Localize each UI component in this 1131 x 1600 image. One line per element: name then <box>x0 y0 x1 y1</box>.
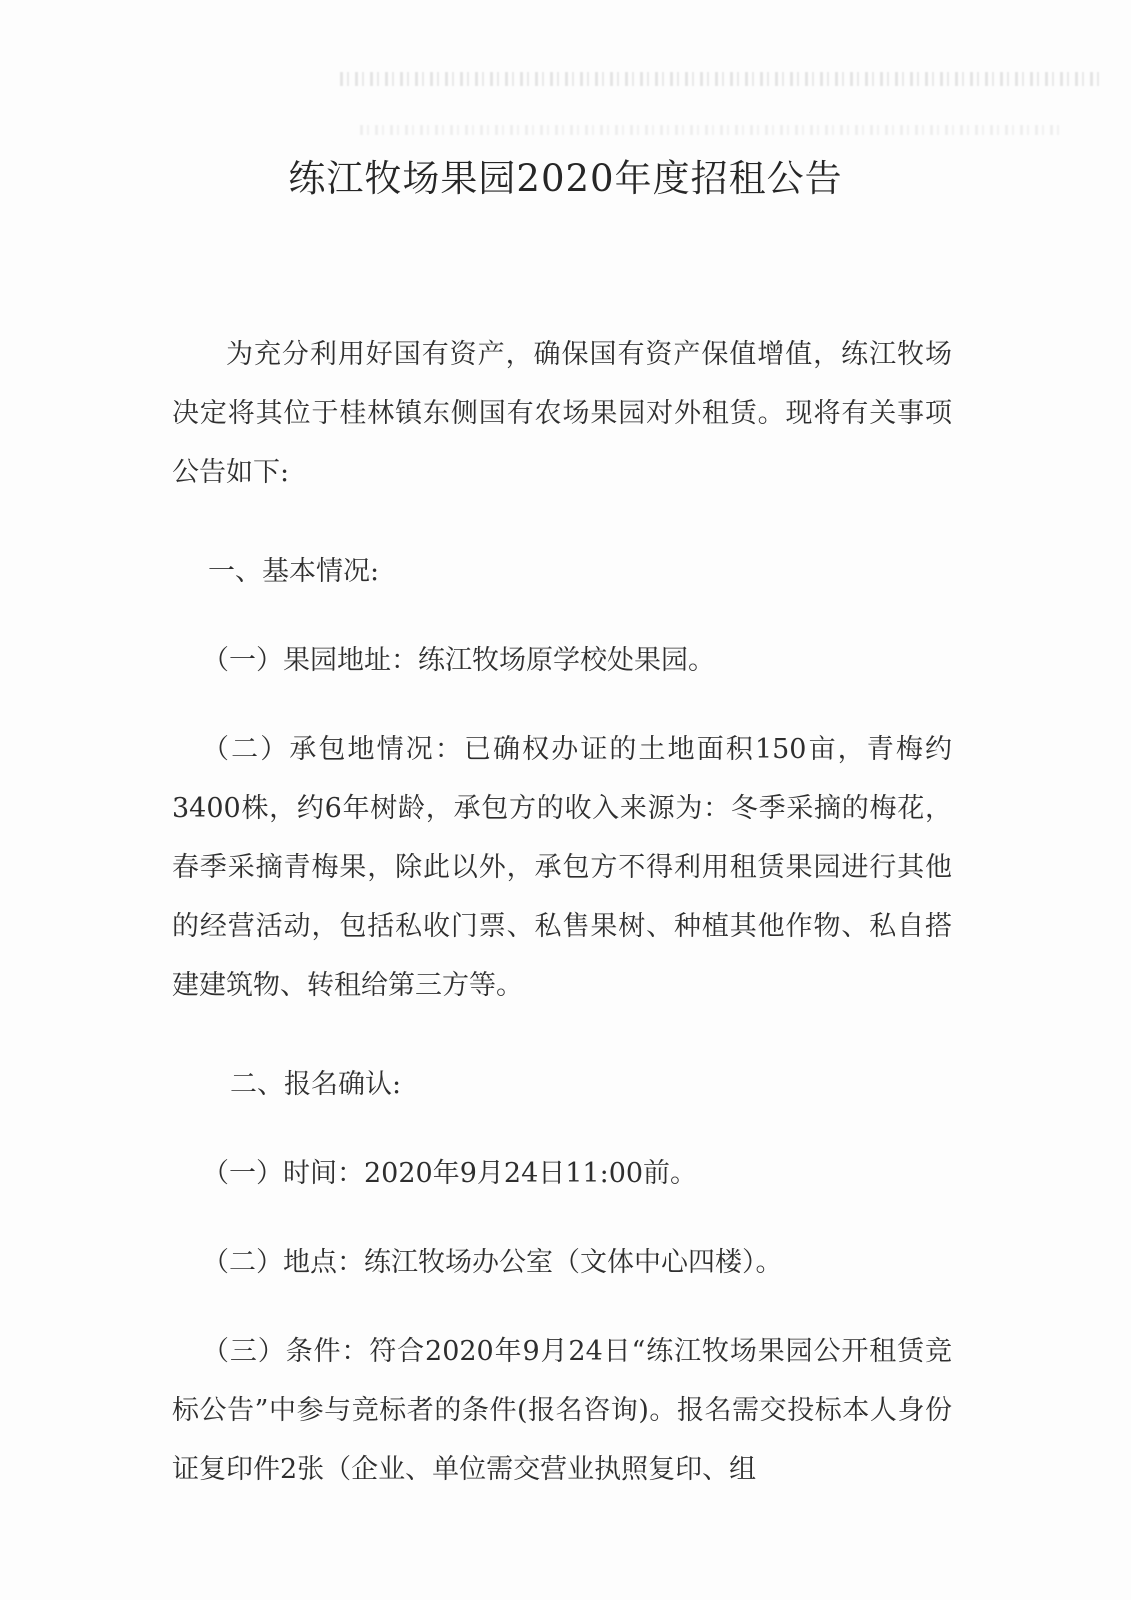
section-1-item-2: （二）承包地情况：已确权办证的土地面积150亩，青梅约3400株，约6年树龄，承包方的收入来源为：冬季采摘的梅花，春季采摘青梅果，除此以外，承包方不得利用租赁果园进行其他的经营活动，包括私收门票、私售果树、种植其他作物、私自搭建建筑物、转租给第三方等。 <box>172 734 952 1001</box>
scan-artifact <box>360 125 1060 135</box>
scan-artifact <box>340 72 1100 86</box>
section-1-item-1: （一）果园地址：练江牧场原学校处果园。 <box>202 645 715 676</box>
section-2-heading: 二、报名确认: <box>230 1069 402 1100</box>
section-2-item-2: （二）地点：练江牧场办公室（文体中心四楼）。 <box>202 1247 783 1278</box>
document-title: 练江牧场果园2020年度招租公告 <box>288 157 843 200</box>
section-2-item-3: （三）条件：符合2020年9月24日“练江牧场果园公开租赁竞标公告”中参与竞标者的条件(报名咨询)。报名需交投标本人身份证复印件2张（企业、单位需交营业执照复印、组 <box>172 1336 952 1485</box>
section-2-item-1: （一）时间：2020年9月24日11:00前。 <box>202 1158 698 1189</box>
document-body <box>172 325 952 1499</box>
intro-paragraph: 为充分利用好国有资产，确保国有资产保值增值，练江牧场决定将其位于桂林镇东侧国有农场果园对外租赁。现将有关事项公告如下: <box>172 339 952 488</box>
section-1-heading: 一、基本情况: <box>208 556 380 587</box>
